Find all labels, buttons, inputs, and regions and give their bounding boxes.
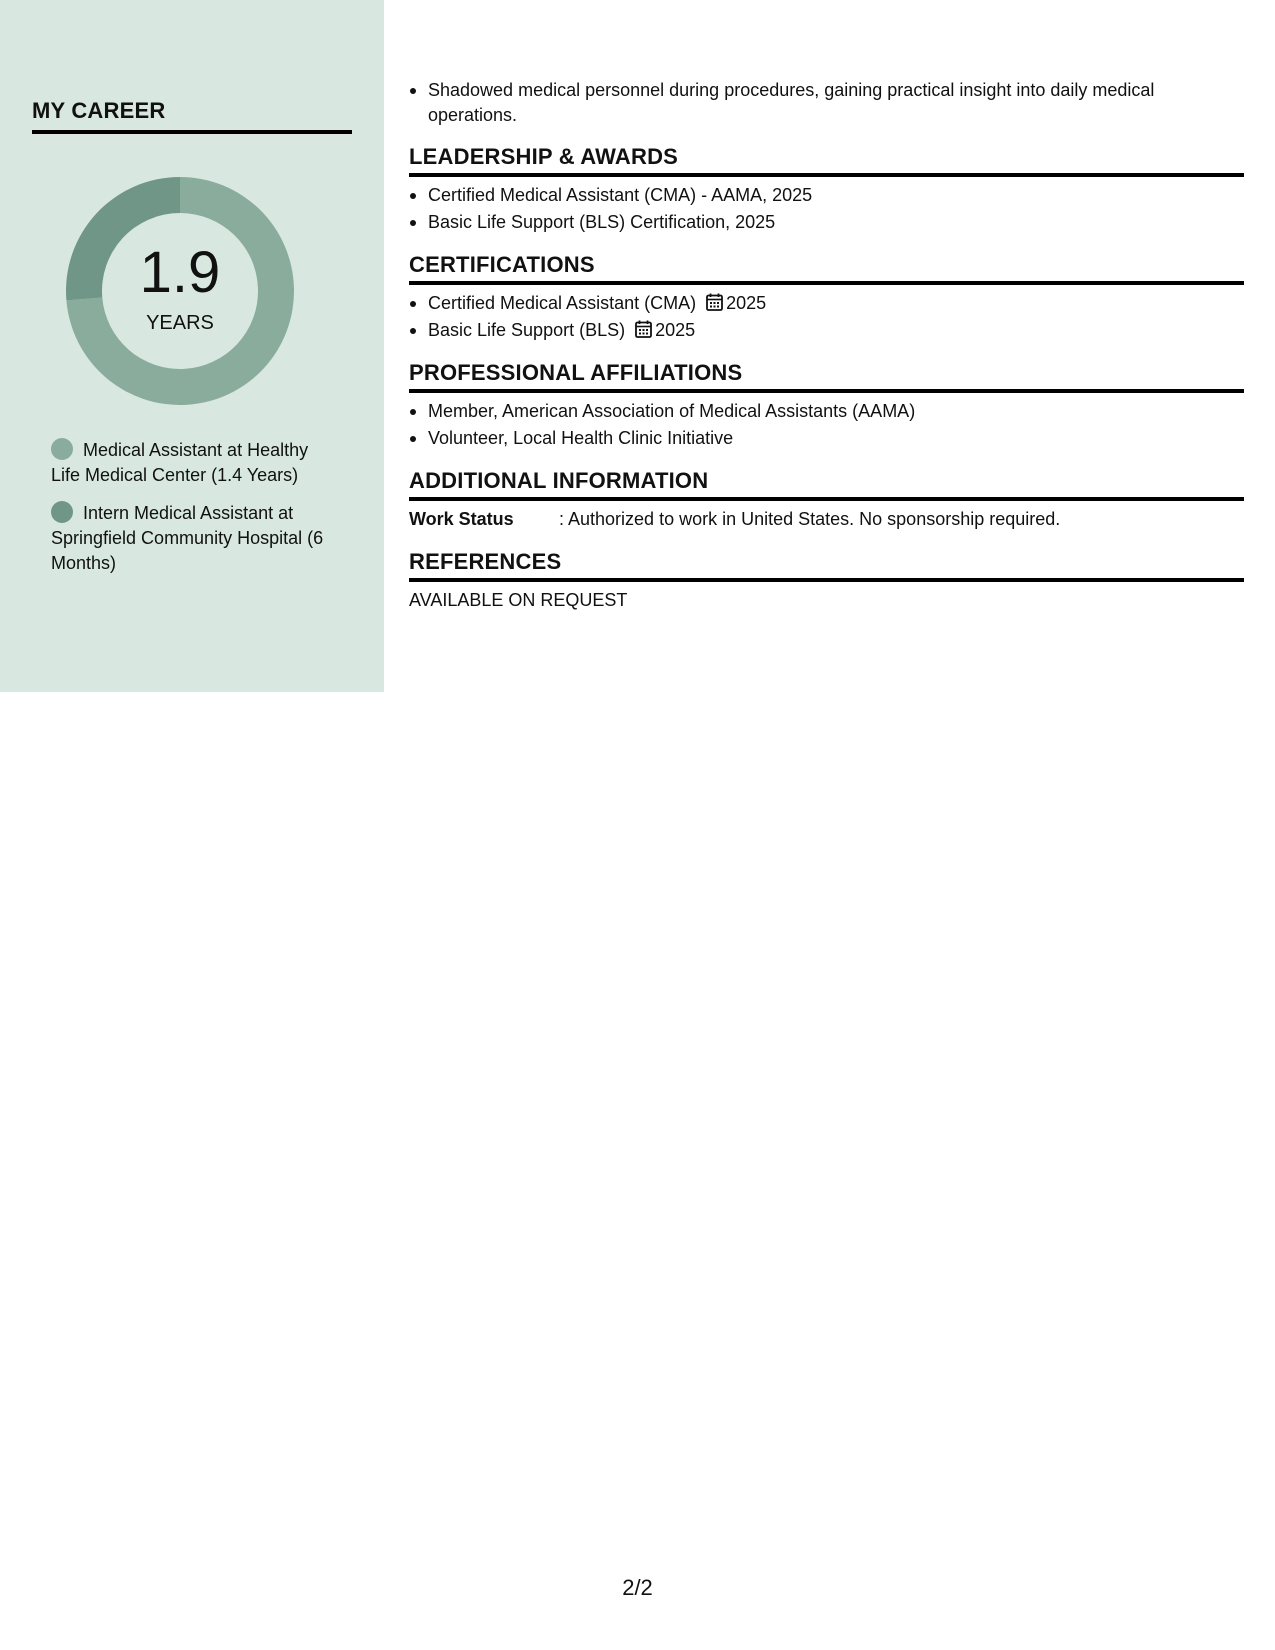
list-item: Shadowed medical personnel during procedures, gaining practical insight into daily medical operations. (409, 78, 1244, 128)
work-status-value: : Authorized to work in United States. No sponsorship required. (559, 509, 1061, 529)
calendar-icon (635, 320, 652, 338)
legend-dot-icon (51, 438, 73, 460)
calendar-icon (706, 293, 723, 311)
career-sidebar (0, 0, 384, 692)
section-heading-leadership: LEADERSHIP & AWARDS (409, 144, 1244, 177)
career-title: MY CAREER (32, 98, 352, 134)
page-number: 2/2 (622, 1575, 653, 1600)
experience-continued-list (409, 78, 1244, 128)
section-heading-additional-info: ADDITIONAL INFORMATION (409, 468, 1244, 501)
legend-item (51, 501, 341, 576)
additional-info-section (409, 507, 1244, 532)
certifications-section (409, 291, 1244, 343)
certification-year: 2025 (726, 293, 767, 313)
career-total-value: 1.9 (139, 240, 221, 305)
work-status-row (409, 507, 1244, 532)
references-section (409, 588, 1244, 613)
references-text: AVAILABLE ON REQUEST (409, 590, 628, 610)
section-heading-affiliations: PROFESSIONAL AFFILIATIONS (409, 360, 1244, 393)
list-item (409, 318, 1244, 343)
list-item: Basic Life Support (BLS) Certification, 2025 (409, 210, 1244, 235)
section-heading-references: REFERENCES (409, 549, 1244, 582)
legend-dot-icon (51, 501, 73, 523)
legend-label: Intern Medical Assistant at Springfield Community Hospital (6 Months) (51, 503, 324, 573)
career-legend (51, 438, 341, 589)
list-item: Member, American Association of Medical Assistants (AAMA) (409, 399, 1244, 424)
legend-label: Medical Assistant at Healthy Life Medical Center (1.4 Years) (51, 440, 309, 485)
career-total-unit: YEARS (146, 312, 214, 334)
certification-name: Certified Medical Assistant (CMA) (428, 293, 697, 313)
list-item (409, 291, 1244, 316)
list-item: Volunteer, Local Health Clinic Initiative (409, 426, 1244, 451)
list-item: Certified Medical Assistant (CMA) - AAMA, 2025 (409, 183, 1244, 208)
certification-year: 2025 (655, 320, 696, 340)
leadership-section (409, 183, 1244, 235)
legend-item (51, 438, 341, 488)
affiliations-section (409, 399, 1244, 451)
certification-name: Basic Life Support (BLS) (428, 320, 626, 340)
section-heading-certifications: CERTIFICATIONS (409, 252, 1244, 285)
work-status-label: Work Status (409, 509, 514, 529)
resume-main-column (409, 78, 1244, 613)
